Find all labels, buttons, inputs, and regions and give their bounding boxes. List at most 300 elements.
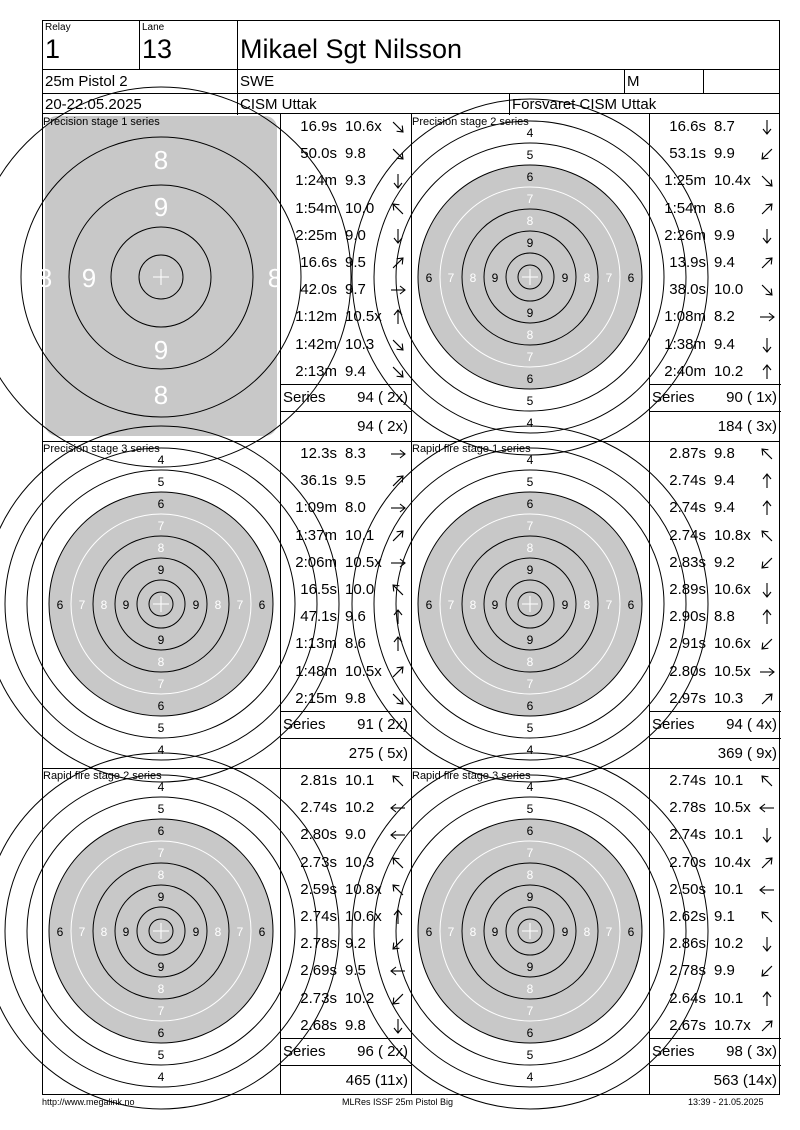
shot-row bbox=[281, 904, 412, 931]
shot-value: 9.1 bbox=[714, 908, 735, 925]
shot-time: 2.64s bbox=[669, 989, 706, 1007]
shot-time: 2.69s bbox=[300, 962, 337, 980]
shot-list bbox=[280, 441, 412, 768]
ring-number: 9 bbox=[122, 925, 130, 939]
direction-arrow-icon bbox=[758, 281, 776, 299]
shot-time: 2.78s bbox=[669, 962, 706, 980]
ring-number: 7 bbox=[605, 598, 613, 612]
ring-number: 6 bbox=[627, 271, 635, 285]
ring-number: 4 bbox=[157, 743, 165, 757]
ring-number: 6 bbox=[526, 699, 534, 713]
direction-arrow-icon bbox=[758, 935, 776, 953]
ring-number: 6 bbox=[157, 1026, 165, 1040]
ring-number: 9 bbox=[491, 925, 499, 939]
header-divider bbox=[43, 69, 779, 70]
shot-value: 10.7x bbox=[714, 1016, 751, 1034]
shooter-name: Mikael Sgt Nilsson bbox=[240, 34, 463, 64]
shot-value: 9.5 bbox=[345, 254, 366, 271]
ring-number: 6 bbox=[526, 1026, 534, 1040]
club: Forsvaret CISM Uttak bbox=[512, 96, 657, 113]
series-row bbox=[650, 711, 781, 739]
direction-arrow-icon bbox=[389, 336, 407, 354]
direction-arrow-icon bbox=[389, 527, 407, 545]
ring-number: 8 bbox=[157, 541, 165, 555]
ring-number: 7 bbox=[157, 519, 165, 533]
footer-software: MLRes ISSF 25m Pistol Big bbox=[342, 1097, 454, 1107]
shot-row bbox=[281, 686, 412, 713]
shot-time: 2.74s bbox=[669, 499, 706, 517]
total-row bbox=[281, 1065, 412, 1096]
shot-time: 1:08m bbox=[664, 308, 706, 326]
shot-time: 36.1s bbox=[300, 472, 337, 490]
running-total: 563 (14x) bbox=[713, 1072, 777, 1089]
ring-number: 8 bbox=[526, 868, 534, 882]
shot-row bbox=[650, 304, 781, 331]
ring-number: 4 bbox=[157, 1070, 165, 1084]
shot-value: 9.9 bbox=[714, 962, 735, 980]
shot-row bbox=[281, 114, 412, 141]
ring-number: 9 bbox=[526, 236, 534, 250]
shot-value: 9.7 bbox=[345, 281, 366, 299]
ring-number: 7 bbox=[526, 846, 534, 860]
direction-arrow-icon bbox=[389, 200, 407, 218]
ring-number: 8 bbox=[267, 263, 283, 293]
target-1 bbox=[37, 114, 283, 441]
ring-number: 6 bbox=[526, 170, 534, 184]
header-divider bbox=[237, 21, 238, 115]
target-5 bbox=[43, 768, 280, 1095]
competition: CISM Uttak bbox=[240, 96, 317, 113]
shot-time: 1:13m bbox=[295, 635, 337, 653]
ring-number: 9 bbox=[526, 890, 534, 904]
series-label: Series bbox=[652, 1043, 695, 1060]
ring-number: 7 bbox=[447, 598, 455, 612]
shot-time: 1:54m bbox=[664, 199, 706, 217]
shot-row bbox=[650, 1013, 781, 1040]
series-panel bbox=[43, 768, 412, 1095]
header-divider bbox=[43, 93, 779, 94]
ring-number: 8 bbox=[469, 598, 477, 612]
shot-row bbox=[650, 223, 781, 250]
direction-arrow-icon bbox=[758, 690, 776, 708]
direction-arrow-icon bbox=[389, 1017, 407, 1035]
shot-time: 2.83s bbox=[669, 553, 706, 571]
direction-arrow-icon bbox=[758, 908, 776, 926]
ring-number: 9 bbox=[491, 271, 499, 285]
shot-value: 10.1 bbox=[345, 526, 375, 544]
shot-time: 2.89s bbox=[669, 581, 706, 598]
series-row bbox=[281, 1038, 412, 1066]
target-6 bbox=[412, 768, 649, 1095]
running-total: 184 ( 3x) bbox=[717, 418, 777, 435]
ring-number: 7 bbox=[526, 519, 534, 533]
ring-number: 9 bbox=[561, 598, 569, 612]
direction-arrow-icon bbox=[389, 499, 407, 517]
ring-number: 7 bbox=[526, 350, 534, 364]
ring-number: 8 bbox=[526, 214, 534, 228]
relay-number: 1 bbox=[45, 34, 61, 64]
ring-number: 9 bbox=[81, 263, 97, 293]
ring-number: 6 bbox=[526, 372, 534, 386]
series-row bbox=[650, 1038, 781, 1066]
ring-number: 5 bbox=[526, 802, 534, 816]
ring-number: 9 bbox=[157, 890, 165, 904]
total-row bbox=[650, 1065, 781, 1096]
shot-row bbox=[281, 659, 412, 686]
shot-time: 1:24m bbox=[295, 172, 337, 190]
direction-arrow-icon bbox=[758, 254, 776, 272]
ring-number: 8 bbox=[157, 982, 165, 996]
shot-time: 2.78s bbox=[300, 935, 337, 953]
shot-time: 2.67s bbox=[669, 1016, 706, 1034]
shot-time: 2.74s bbox=[669, 526, 706, 544]
shot-value: 9.4 bbox=[714, 472, 735, 490]
shot-value: 10.5x bbox=[714, 799, 751, 817]
direction-arrow-icon bbox=[758, 527, 776, 545]
ring-number: 8 bbox=[153, 380, 169, 410]
target-2 bbox=[412, 114, 649, 441]
ring-number: 9 bbox=[157, 563, 165, 577]
relay-label: Relay bbox=[45, 22, 71, 33]
total-row bbox=[281, 411, 412, 442]
shot-list bbox=[280, 114, 412, 441]
shot-value: 10.8x bbox=[345, 880, 382, 898]
ring-number: 5 bbox=[526, 1048, 534, 1062]
shot-time: 2.74s bbox=[669, 772, 706, 789]
series-panel bbox=[412, 768, 781, 1095]
event-name: 25m Pistol 2 bbox=[45, 73, 128, 90]
shot-value: 10.4x bbox=[714, 172, 751, 190]
ring-number: 5 bbox=[157, 475, 165, 489]
shot-time: 2.91s bbox=[669, 635, 706, 653]
ring-number: 8 bbox=[469, 271, 477, 285]
ring-number: 7 bbox=[157, 677, 165, 691]
series-panel bbox=[37, 114, 412, 441]
ring-number: 8 bbox=[100, 598, 108, 612]
shot-value: 10.3 bbox=[714, 689, 744, 707]
direction-arrow-icon bbox=[758, 499, 776, 517]
ring-number: 5 bbox=[526, 148, 534, 162]
series-panel bbox=[412, 114, 781, 441]
direction-arrow-icon bbox=[758, 663, 776, 681]
ring-number: 7 bbox=[605, 271, 613, 285]
total-row bbox=[281, 738, 412, 769]
shot-row bbox=[650, 577, 781, 604]
ring-number: 6 bbox=[627, 925, 635, 939]
shot-row bbox=[281, 931, 412, 958]
direction-arrow-icon bbox=[758, 554, 776, 572]
ring-number: 9 bbox=[526, 306, 534, 320]
shot-time: 16.5s bbox=[300, 581, 337, 598]
shot-row bbox=[650, 631, 781, 658]
shot-time: 2.78s bbox=[669, 799, 706, 817]
shot-row bbox=[281, 550, 412, 577]
shot-value: 10.1 bbox=[714, 826, 744, 844]
shot-value: 9.8 bbox=[345, 145, 366, 163]
shot-row bbox=[650, 795, 781, 822]
shot-row bbox=[650, 441, 781, 468]
direction-arrow-icon bbox=[389, 935, 407, 953]
ring-number: 7 bbox=[526, 1004, 534, 1018]
shot-time: 2.68s bbox=[300, 1016, 337, 1034]
shot-value: 9.4 bbox=[714, 335, 735, 353]
shot-value: 8.0 bbox=[345, 499, 366, 517]
shot-row bbox=[650, 822, 781, 849]
shot-value: 9.2 bbox=[345, 935, 366, 953]
direction-arrow-icon bbox=[389, 990, 407, 1008]
shot-time: 1:54m bbox=[295, 199, 337, 217]
shot-value: 9.2 bbox=[714, 553, 735, 571]
running-total: 369 ( 9x) bbox=[717, 745, 777, 762]
header-table bbox=[42, 20, 780, 114]
shot-value: 10.3 bbox=[345, 335, 375, 353]
shot-row bbox=[281, 223, 412, 250]
ring-number: 4 bbox=[526, 126, 534, 140]
shot-time: 2:06m bbox=[295, 553, 337, 571]
shot-value: 10.5x bbox=[345, 662, 382, 680]
shot-time: 2.74s bbox=[300, 799, 337, 817]
shot-row bbox=[650, 850, 781, 877]
shot-row bbox=[650, 277, 781, 304]
shot-row bbox=[650, 958, 781, 985]
shot-list bbox=[649, 114, 781, 441]
running-total: 465 (11x) bbox=[345, 1072, 408, 1089]
shot-value: 9.5 bbox=[345, 472, 366, 490]
footer-url[interactable]: http://www.megalink.no bbox=[42, 1097, 135, 1107]
series-label: Series bbox=[283, 389, 326, 406]
direction-arrow-icon bbox=[389, 472, 407, 490]
direction-arrow-icon bbox=[758, 962, 776, 980]
shot-value: 10.0 bbox=[714, 281, 744, 299]
shot-row bbox=[281, 332, 412, 359]
shot-value: 8.2 bbox=[714, 308, 735, 326]
direction-arrow-icon bbox=[758, 445, 776, 463]
shot-time: 2:15m bbox=[295, 689, 337, 707]
direction-arrow-icon bbox=[389, 608, 407, 626]
ring-number: 8 bbox=[526, 328, 534, 342]
shot-row bbox=[650, 904, 781, 931]
shot-row bbox=[650, 604, 781, 631]
series-row bbox=[650, 384, 781, 412]
shot-value: 9.0 bbox=[345, 826, 366, 844]
ring-number: 7 bbox=[78, 598, 86, 612]
panel-title: Rapid fire stage 1 series bbox=[412, 443, 531, 455]
ring-number: 7 bbox=[236, 598, 244, 612]
shot-list bbox=[649, 441, 781, 768]
ring-number: 8 bbox=[526, 655, 534, 669]
shot-time: 16.6s bbox=[300, 254, 337, 271]
shot-value: 10.2 bbox=[714, 935, 744, 953]
shot-time: 38.0s bbox=[669, 281, 706, 299]
shot-row bbox=[650, 468, 781, 495]
shot-row bbox=[281, 768, 412, 795]
shot-value: 8.6 bbox=[714, 199, 735, 217]
shot-row bbox=[281, 304, 412, 331]
shot-value: 8.3 bbox=[345, 445, 366, 462]
ring-number: 6 bbox=[627, 598, 635, 612]
shot-row bbox=[650, 523, 781, 550]
ring-number: 6 bbox=[56, 925, 64, 939]
results-grid bbox=[37, 114, 780, 1095]
ring-number: 9 bbox=[122, 598, 130, 612]
shot-time: 1:38m bbox=[664, 335, 706, 353]
shot-time: 2:25m bbox=[295, 226, 337, 244]
shot-value: 10.5x bbox=[345, 308, 382, 326]
nation: SWE bbox=[240, 73, 275, 90]
shot-time: 2.74s bbox=[669, 472, 706, 490]
shot-value: 9.0 bbox=[345, 226, 366, 244]
direction-arrow-icon bbox=[389, 145, 407, 163]
shot-value: 10.1 bbox=[714, 880, 744, 898]
ring-number: 6 bbox=[526, 497, 534, 511]
shot-row bbox=[281, 441, 412, 468]
direction-arrow-icon bbox=[389, 363, 407, 381]
shot-row bbox=[281, 850, 412, 877]
ring-number: 6 bbox=[526, 824, 534, 838]
shot-row bbox=[650, 686, 781, 713]
panel-title: Precision stage 3 series bbox=[43, 443, 160, 455]
shot-row bbox=[281, 958, 412, 985]
shot-row bbox=[650, 659, 781, 686]
ring-number: 8 bbox=[100, 925, 108, 939]
ring-number: 6 bbox=[425, 271, 433, 285]
direction-arrow-icon bbox=[758, 635, 776, 653]
shot-value: 9.4 bbox=[714, 499, 735, 517]
shot-row bbox=[650, 196, 781, 223]
header-divider bbox=[509, 93, 510, 115]
shot-row bbox=[281, 168, 412, 195]
ring-number: 4 bbox=[526, 453, 534, 467]
ring-number: 9 bbox=[526, 563, 534, 577]
series-row bbox=[281, 384, 412, 412]
shot-value: 10.6x bbox=[714, 635, 751, 653]
shot-row bbox=[281, 250, 412, 277]
shot-value: 10.2 bbox=[714, 362, 744, 380]
shot-value: 9.8 bbox=[714, 445, 735, 462]
shot-value: 10.0 bbox=[345, 199, 375, 217]
shot-row bbox=[650, 877, 781, 904]
shot-time: 2:13m bbox=[295, 362, 337, 380]
shot-row bbox=[281, 495, 412, 522]
ring-number: 7 bbox=[447, 271, 455, 285]
shot-row bbox=[281, 822, 412, 849]
ring-number: 4 bbox=[157, 453, 165, 467]
shot-time: 2.62s bbox=[669, 908, 706, 925]
ring-number: 7 bbox=[157, 846, 165, 860]
shot-value: 8.7 bbox=[714, 118, 735, 135]
ring-number: 8 bbox=[37, 263, 53, 293]
direction-arrow-icon bbox=[758, 336, 776, 354]
direction-arrow-icon bbox=[389, 772, 407, 790]
shot-time: 2.74s bbox=[669, 826, 706, 844]
ring-number: 4 bbox=[157, 780, 165, 794]
shot-time: 2.81s bbox=[300, 772, 337, 789]
ring-number: 9 bbox=[491, 598, 499, 612]
shot-time: 2:40m bbox=[664, 362, 706, 380]
ring-number: 8 bbox=[583, 271, 591, 285]
ring-number: 4 bbox=[526, 743, 534, 757]
shot-value: 9.8 bbox=[345, 689, 366, 707]
ring-number: 5 bbox=[157, 802, 165, 816]
ring-number: 7 bbox=[447, 925, 455, 939]
ring-number: 6 bbox=[157, 699, 165, 713]
shot-value: 10.8x bbox=[714, 526, 751, 544]
shot-row bbox=[650, 768, 781, 795]
ring-number: 6 bbox=[258, 925, 266, 939]
header-divider bbox=[703, 69, 704, 93]
direction-arrow-icon bbox=[758, 799, 776, 817]
shot-time: 1:48m bbox=[295, 662, 337, 680]
direction-arrow-icon bbox=[758, 826, 776, 844]
shot-row bbox=[650, 250, 781, 277]
shot-value: 10.0 bbox=[345, 581, 375, 598]
shot-row bbox=[281, 877, 412, 904]
shot-time: 2.86s bbox=[669, 935, 706, 953]
ring-number: 9 bbox=[561, 271, 569, 285]
series-label: Series bbox=[283, 716, 326, 733]
shot-row bbox=[281, 359, 412, 386]
ring-number: 9 bbox=[153, 192, 169, 222]
shot-row bbox=[281, 604, 412, 631]
ring-number: 6 bbox=[157, 497, 165, 511]
direction-arrow-icon bbox=[758, 608, 776, 626]
shot-row bbox=[281, 986, 412, 1013]
shot-row bbox=[650, 359, 781, 386]
direction-arrow-icon bbox=[758, 363, 776, 381]
shot-time: 13.9s bbox=[669, 254, 706, 271]
shot-time: 12.3s bbox=[300, 445, 337, 462]
shot-value: 10.5x bbox=[714, 662, 751, 680]
series-score: 96 ( 2x) bbox=[357, 1043, 408, 1060]
shot-time: 42.0s bbox=[300, 281, 337, 299]
ring-number: 9 bbox=[192, 925, 200, 939]
ring-number: 8 bbox=[583, 598, 591, 612]
shot-time: 2.87s bbox=[669, 445, 706, 462]
ring-number: 6 bbox=[157, 824, 165, 838]
shot-value: 10.3 bbox=[345, 853, 375, 871]
ring-number: 9 bbox=[157, 960, 165, 974]
direction-arrow-icon bbox=[389, 663, 407, 681]
series-score: 94 ( 4x) bbox=[726, 716, 777, 733]
footer-timestamp: 13:39 - 21.05.2025 bbox=[688, 1097, 764, 1107]
shot-row bbox=[650, 495, 781, 522]
ring-number: 9 bbox=[526, 633, 534, 647]
ring-number: 5 bbox=[526, 475, 534, 489]
shot-value: 8.6 bbox=[345, 635, 366, 653]
ring-number: 7 bbox=[526, 192, 534, 206]
shot-value: 9.8 bbox=[345, 1016, 366, 1034]
shot-time: 1:42m bbox=[295, 335, 337, 353]
ring-number: 9 bbox=[153, 335, 169, 365]
panel-title: Rapid fire stage 2 series bbox=[43, 770, 162, 782]
shot-row bbox=[650, 332, 781, 359]
shot-time: 2.80s bbox=[669, 662, 706, 680]
shot-value: 9.5 bbox=[345, 962, 366, 980]
ring-number: 7 bbox=[78, 925, 86, 939]
ring-number: 5 bbox=[157, 721, 165, 735]
shot-time: 1:37m bbox=[295, 526, 337, 544]
ring-number: 8 bbox=[157, 655, 165, 669]
direction-arrow-icon bbox=[389, 118, 407, 136]
ring-number: 5 bbox=[157, 1048, 165, 1062]
shot-time: 2:26m bbox=[664, 226, 706, 244]
shot-value: 10.1 bbox=[714, 772, 744, 789]
series-score: 91 ( 2x) bbox=[357, 716, 408, 733]
shot-row bbox=[650, 986, 781, 1013]
series-panel bbox=[43, 441, 412, 768]
ring-number: 5 bbox=[526, 394, 534, 408]
shot-row bbox=[650, 114, 781, 141]
